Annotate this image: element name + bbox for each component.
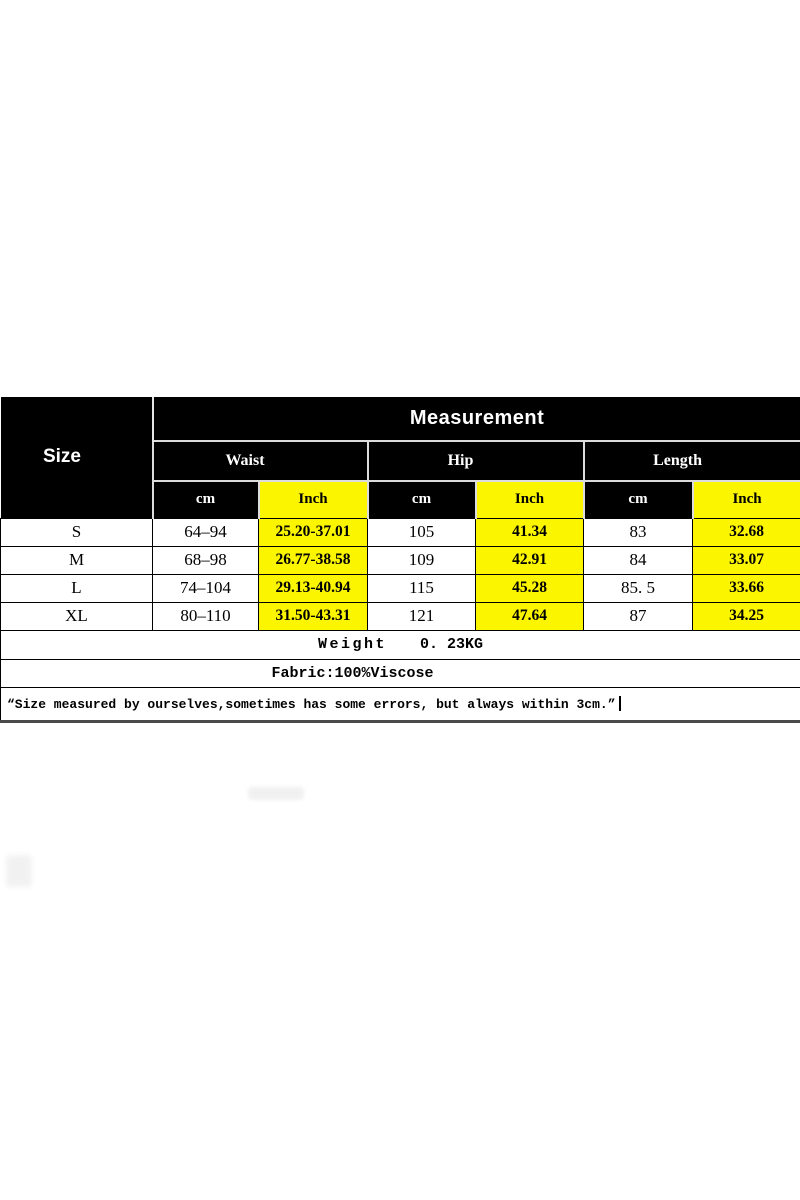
unit-header-length-cm: cm: [584, 481, 693, 518]
weight-label: Weight: [318, 636, 388, 653]
ghost-artifact: [248, 787, 304, 800]
size-value: M: [1, 546, 153, 574]
header-waist: [153, 441, 368, 481]
header-size: [1, 397, 153, 518]
waist-inch-value: 31.50-43.31: [259, 602, 368, 630]
note-row: [1, 687, 800, 721]
weight-row: [1, 630, 800, 659]
waist-cm-value: 80–110: [153, 602, 259, 630]
weight-value: 0. 23KG: [420, 636, 484, 653]
hip-inch-value: 47.64: [476, 602, 584, 630]
length-inch-value: 32.68: [693, 518, 800, 546]
header-row-measurement: [1, 397, 800, 441]
waist-inch-value: 25.20-37.01: [259, 518, 368, 546]
hip-inch-value: 41.34: [476, 518, 584, 546]
unit-header-hip-inch: Inch: [476, 481, 584, 518]
note-text: “Size measured by ourselves,sometimes has some errors, but always within 3cm.”: [7, 696, 616, 712]
fabric-row: [1, 659, 800, 687]
waist-cm-value: 64–94: [153, 518, 259, 546]
table-row-xl: [1, 602, 800, 630]
size-value: S: [1, 518, 153, 546]
fabric-text: Fabric:100%Viscose: [271, 664, 434, 682]
waist-inch-value: 29.13-40.94: [259, 574, 368, 602]
text-cursor: [619, 696, 621, 711]
waist-inch-value: 26.77-38.58: [259, 546, 368, 574]
length-inch-value: 34.25: [693, 602, 800, 630]
unit-header-waist-inch: Inch: [259, 481, 368, 518]
length-cm-value: 85. 5: [584, 574, 693, 602]
hip-cm-value: 115: [368, 574, 476, 602]
unit-header-waist-cm: cm: [153, 481, 259, 518]
length-cm-value: 87: [584, 602, 693, 630]
waist-cm-value: 74–104: [153, 574, 259, 602]
size-value: L: [1, 574, 153, 602]
hip-cm-value: 105: [368, 518, 476, 546]
length-inch-value: 33.66: [693, 574, 800, 602]
hip-inch-value: 42.91: [476, 546, 584, 574]
ghost-artifact: [6, 855, 32, 887]
length-cm-value: 84: [584, 546, 693, 574]
waist-cm-value: 68–98: [153, 546, 259, 574]
hip-cm-value: 121: [368, 602, 476, 630]
length-inch-value: 33.07: [693, 546, 800, 574]
table-row-l: [1, 574, 800, 602]
table-row-s: [1, 518, 800, 546]
table-row-m: [1, 546, 800, 574]
size-value: XL: [1, 602, 153, 630]
length-cm-value: 83: [584, 518, 693, 546]
header-length: [584, 441, 800, 481]
length-header-label: Length: [653, 452, 702, 469]
header-hip: [368, 441, 584, 481]
measurement-header-label: Measurement: [409, 407, 545, 429]
hip-inch-value: 45.28: [476, 574, 584, 602]
hip-cm-value: 109: [368, 546, 476, 574]
size-chart-table: [0, 397, 800, 723]
waist-header-label: Waist: [225, 452, 265, 469]
size-header-label: Size: [42, 446, 82, 468]
unit-header-hip-cm: cm: [368, 481, 476, 518]
header-measurement: [153, 397, 800, 441]
hip-header-label: Hip: [447, 452, 474, 469]
unit-header-length-inch: Inch: [693, 481, 800, 518]
